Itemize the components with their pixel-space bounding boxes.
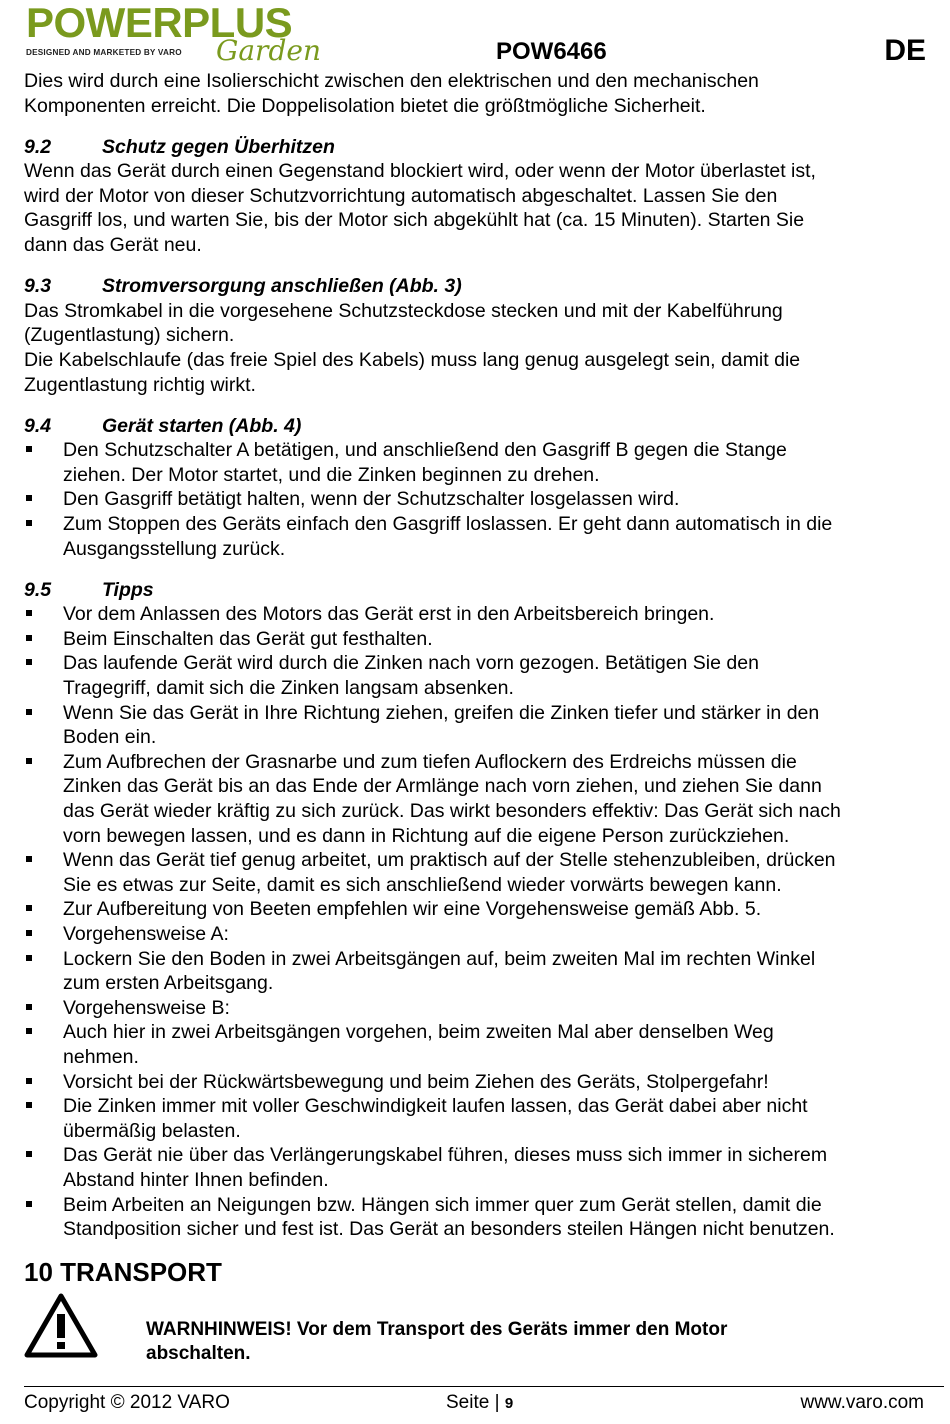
powerplus-garden-logo	[26, 0, 344, 67]
body-line: Gasgriff los, und warten Sie, bis der Motor sich abgekühlt hat (ca. 15 Minuten). Starten Sie	[24, 209, 805, 232]
intro-line: Komponenten erreicht. Die Doppelisolation bietet die größtmögliche Sicherheit.	[24, 94, 706, 117]
body-line: (Zugentlastung) sichern.	[24, 324, 235, 347]
warning-text: WARNHINWEIS! Vor dem Transport des Geräts immer den Motor abschalten.	[146, 1318, 728, 1364]
list-item: Wenn das Gerät tief genug arbeitet, um praktisch auf der Stelle stehenzubleiben, drücken Sie es etwas zur Seite, damit es sich anschließend wieder vorwärts bewegen kann.	[24, 848, 924, 897]
section-heading-9-3	[24, 274, 924, 299]
section-title: Tipps	[102, 578, 154, 601]
section-heading-9-2	[24, 135, 924, 160]
list-item: Zum Stoppen des Geräts einfach den Gasgriff loslassen. Er geht dann automatisch in die Ausgangsstellung zurück.	[24, 512, 924, 561]
logo-script: Garden	[216, 34, 321, 67]
warning-triangle-icon	[24, 1292, 98, 1358]
section-title: Gerät starten (Abb. 4)	[102, 414, 302, 437]
list-item: Zum Aufbrechen der Grasnarbe und zum tiefen Auflockern des Erdreichs müssen die Zinken das Gerät bis an das Ende der Armlänge nach vorn ziehen, und ziehen Sie dann das Gerät wieder kräftig zu sich zurück. Das wirkt besonders effektiv: Das Gerät sich nach vorn bewegen lassen, und es dann in Richtung auf die eigene Person zurückziehen.	[24, 750, 924, 848]
list-item: Auch hier in zwei Arbeitsgängen vorgehen, beim zweiten Mal aber denselben Weg nehmen.	[24, 1020, 924, 1069]
list-item: Vorgehensweise B:	[24, 996, 924, 1021]
body-line: Zugentlastung richtig wirkt.	[24, 373, 256, 396]
body-line: dann das Gerät neu.	[24, 234, 202, 257]
page-header	[0, 0, 950, 70]
warning-block	[24, 1290, 924, 1380]
list-item: Beim Einschalten das Gerät gut festhalten.	[24, 627, 924, 652]
bullet-list	[24, 438, 924, 561]
body-line: Die Kabelschlaufe (das freie Spiel des Kabels) muss lang genug ausgelegt sein, damit die	[24, 348, 801, 371]
list-item: Wenn Sie das Gerät in Ihre Richtung ziehen, greifen die Zinken tiefer und stärker in den Boden ein.	[24, 701, 924, 750]
chapter-heading: 10 TRANSPORT	[24, 1256, 222, 1287]
list-item: Lockern Sie den Boden in zwei Arbeitsgängen auf, beim zweiten Mal im rechten Winkel zum ersten Arbeitsgang.	[24, 947, 924, 996]
section-number: 9.3	[24, 275, 52, 298]
language-code: DE	[884, 34, 926, 67]
body-line: Wenn das Gerät durch einen Gegenstand blockiert wird, oder wenn der Motor überlastet ist,	[24, 160, 816, 183]
copyright-text: Copyright © 2012 VARO	[24, 1392, 230, 1413]
section-heading-9-5	[24, 578, 924, 603]
section-number: 9.2	[24, 135, 52, 158]
logo-wordmark: POWERPLUS	[26, 0, 293, 46]
logo-tagline: DESIGNED AND MARKETED BY VARO	[26, 48, 182, 57]
page-content	[24, 69, 924, 1380]
intro-line: Dies wird durch eine Isolierschicht zwischen den elektrischen und den mechanischen	[24, 70, 759, 92]
page-number: Seite | 9	[446, 1392, 514, 1413]
website-link[interactable]: www.varo.com	[800, 1392, 924, 1413]
section-title: Schutz gegen Überhitzen	[102, 135, 335, 158]
section-number: 9.5	[24, 578, 52, 601]
list-item: Beim Arbeiten an Neigungen bzw. Hängen sich immer quer zum Gerät stellen, damit die Standposition sicher und fest ist. Das Gerät an besonders steilen Hängen nicht benutzen.	[24, 1193, 924, 1242]
body-line: wird der Motor von dieser Schutzvorrichtung automatisch abgeschaltet. Lassen Sie den	[24, 184, 778, 207]
section-number: 9.4	[24, 414, 52, 437]
body-line: Das Stromkabel in die vorgesehene Schutzsteckdose stecken und mit der Kabelführung	[24, 299, 783, 322]
list-item: Den Schutzschalter A betätigen, und anschließend den Gasgriff B gegen die Stange ziehen. Der Motor startet, und die Zinken beginnen zu drehen.	[24, 438, 924, 487]
section-title: Stromversorgung anschließen (Abb. 3)	[102, 275, 462, 298]
list-item: Zur Aufbereitung von Beeten empfehlen wir eine Vorgehensweise gemäß Abb. 5.	[24, 897, 924, 922]
list-item: Das Gerät nie über das Verlängerungskabel führen, dieses muss sich immer in sicherem Abstand hinter Ihnen befinden.	[24, 1143, 924, 1192]
list-item: Das laufende Gerät wird durch die Zinken nach vorn gezogen. Betätigen Sie den Tragegriff, damit sich die Zinken langsam absenken.	[24, 651, 924, 700]
bullet-list	[24, 602, 924, 1241]
list-item: Vorgehensweise A:	[24, 922, 924, 947]
list-item: Vor dem Anlassen des Motors das Gerät erst in den Arbeitsbereich bringen.	[24, 602, 924, 627]
model-number: POW6466	[496, 38, 607, 65]
list-item: Vorsicht bei der Rückwärtsbewegung und beim Ziehen des Geräts, Stolpergefahr!	[24, 1070, 924, 1095]
footer-divider	[24, 1386, 944, 1387]
list-item: Den Gasgriff betätigt halten, wenn der Schutzschalter losgelassen wird.	[24, 487, 924, 512]
list-item: Die Zinken immer mit voller Geschwindigkeit laufen lassen, das Gerät dabei aber nicht übermäßig belasten.	[24, 1094, 924, 1143]
section-heading-9-4	[24, 414, 924, 439]
